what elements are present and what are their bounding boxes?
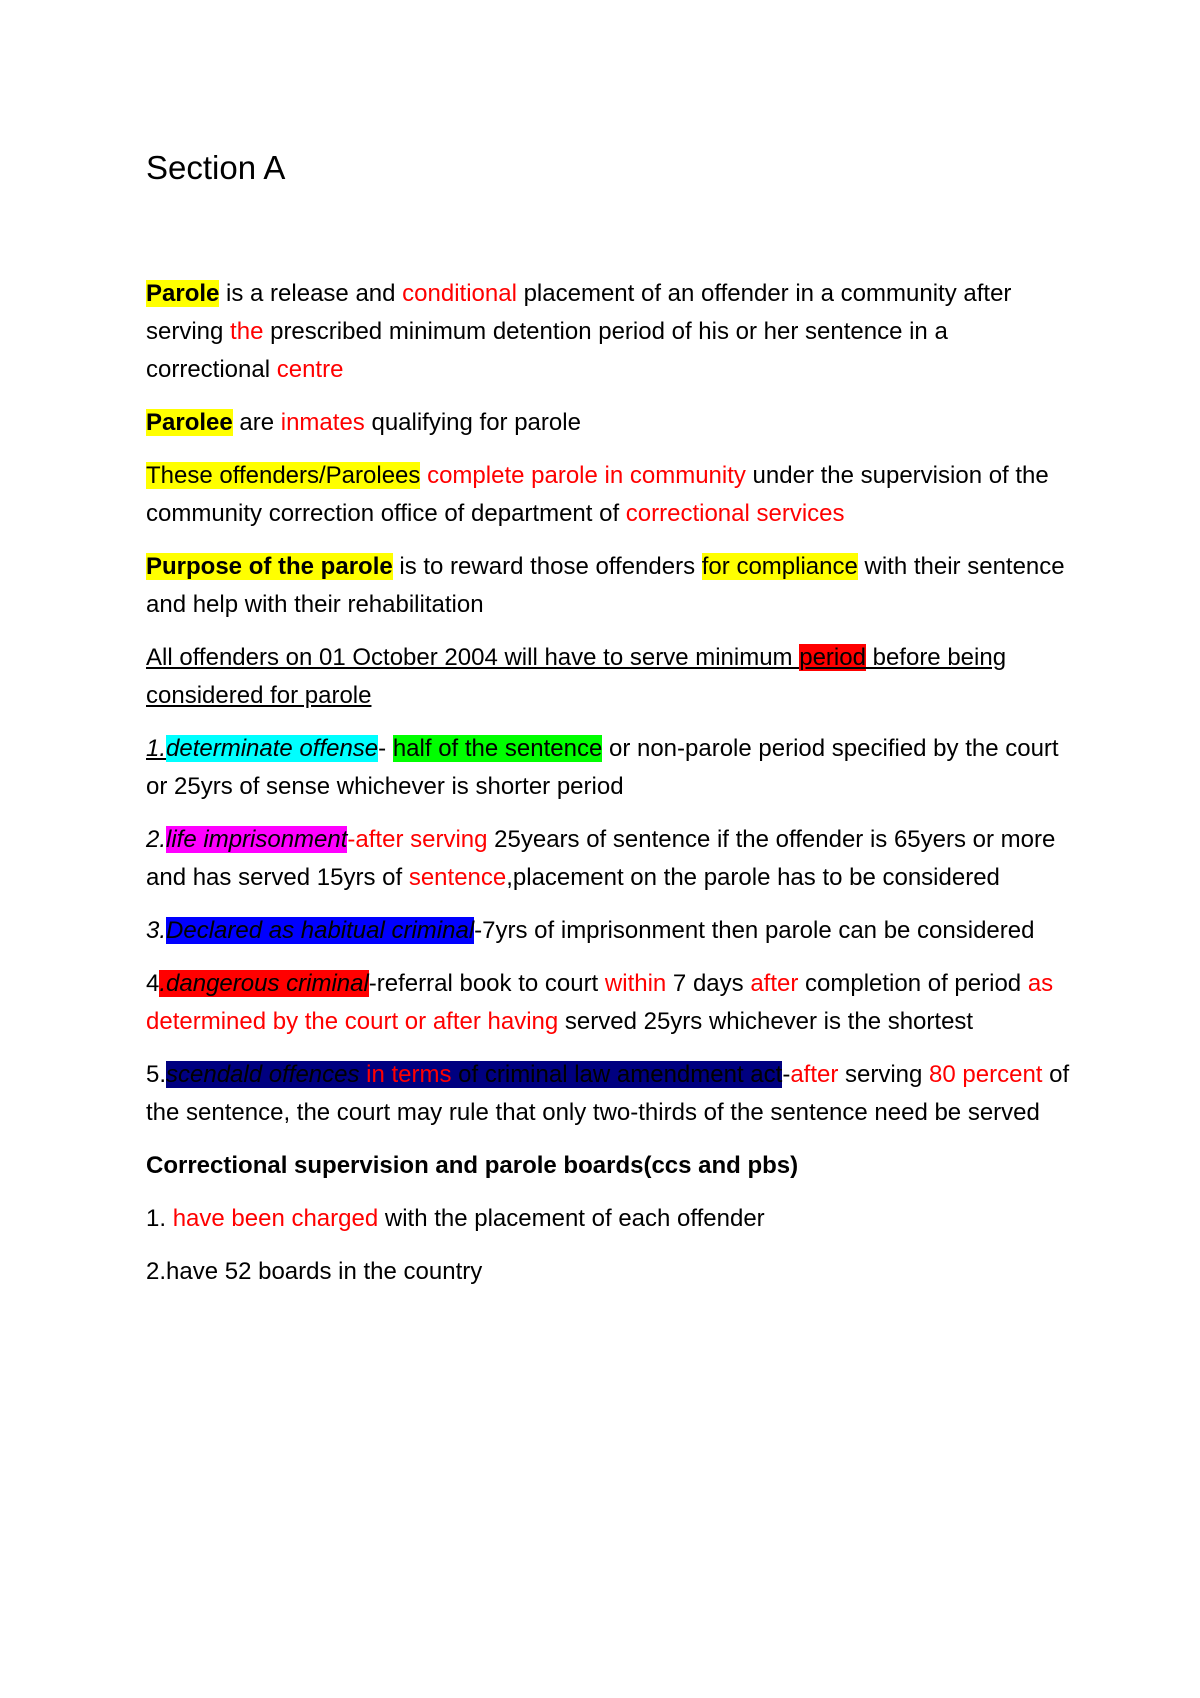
red-text: sentence — [408, 864, 507, 891]
text-span: qualifying for parole — [364, 409, 581, 436]
text-span: placement of an offender in a community after serving — [146, 280, 1012, 345]
document-body — [146, 275, 1076, 1306]
text-span: -7yrs of imprisonment then parole can be considered — [474, 917, 1035, 944]
highlight-in-terms: in terms — [366, 1061, 452, 1088]
text-span: with their sentence and help with their rehabilitation — [146, 553, 1065, 618]
red-text: correctional services — [625, 500, 845, 527]
paragraph-item-2 — [146, 821, 1076, 897]
text-span: - — [782, 1061, 791, 1088]
highlight-habitual-criminal: Declared as habitual criminal — [166, 917, 475, 944]
list-number: 4 — [146, 970, 160, 997]
highlight-period: period — [799, 644, 866, 671]
paragraph-item-3 — [146, 912, 1076, 950]
text-span: of the sentence, the court may rule that only two-thirds of the sentence need be served — [146, 1061, 1070, 1126]
text-span: before being considered for parole — [146, 644, 1007, 709]
subheading-boards: Correctional supervision and parole boards(ccs and pbs) — [146, 1152, 799, 1179]
text-span: serving — [838, 1061, 930, 1088]
highlight-amendment-act: of criminal law amendment act — [451, 1061, 783, 1088]
paragraph-boards-2: 2.have 52 boards in the country — [146, 1258, 483, 1285]
list-number: 5. — [146, 1061, 167, 1088]
red-text: conditional — [402, 280, 517, 307]
red-text: centre — [276, 356, 344, 383]
highlight-life-imprisonment: life imprisonment — [166, 826, 348, 853]
text-span: - — [378, 735, 393, 762]
text-span: 7 days — [666, 970, 751, 997]
text-span: with the placement of each offender — [378, 1205, 765, 1232]
highlight-determinate-offense: determinate offense — [166, 735, 379, 762]
text-span: -referral book to court — [368, 970, 605, 997]
paragraph-purpose — [146, 548, 1076, 624]
red-text: after — [790, 1061, 839, 1088]
red-text: inmates — [280, 409, 365, 436]
paragraph-parole-definition — [146, 275, 1076, 389]
red-text: as determined by the court or after having — [146, 970, 1054, 1035]
text-span: served 25yrs whichever is the shortest — [558, 1008, 974, 1035]
paragraph-all-offenders — [146, 639, 1076, 715]
section-heading: Section A — [146, 149, 286, 186]
list-number: 2. — [146, 826, 167, 853]
text-span: 1. — [146, 1205, 173, 1232]
text-span: ,placement on the parole has to be considered — [506, 864, 1000, 891]
highlight-scendald-offences: scendald offences — [166, 1061, 367, 1088]
list-number: 3. — [146, 917, 167, 944]
text-span: under the supervision of the community correction office of department of — [146, 462, 1049, 527]
term-parole: Parole — [146, 280, 220, 307]
text-span: prescribed minimum detention period of his or her sentence in a correctional — [146, 318, 948, 383]
red-text: 80 percent — [929, 1061, 1043, 1088]
text-span: All offenders on 01 October 2004 will have to serve minimum — [146, 644, 800, 671]
text-span: is a release and — [219, 280, 403, 307]
text-span: are — [232, 409, 281, 436]
red-text: within — [604, 970, 667, 997]
text-span: is to reward those offenders — [392, 553, 702, 580]
paragraph-boards-1 — [146, 1200, 1076, 1238]
highlight-compliance: for compliance — [701, 553, 858, 580]
paragraph-offenders — [146, 457, 1076, 533]
highlight-dangerous-criminal: .dangerous criminal — [159, 970, 369, 997]
text-span: or non-parole period specified by the court or 25yrs of sense whichever is shorter period — [146, 735, 1059, 800]
red-text: -after serving — [347, 826, 488, 853]
highlight-offenders: These offenders/Parolees — [146, 462, 421, 489]
red-text: after — [750, 970, 799, 997]
term-purpose: Purpose of the parole — [146, 553, 393, 580]
paragraph-parolee — [146, 404, 1076, 442]
text-span: 25years of sentence if the offender is 65yers or more and has served 15yrs of — [146, 826, 1056, 891]
red-text: complete parole in community — [427, 462, 746, 489]
highlight-half-sentence: half of the sentence — [392, 735, 603, 762]
list-number: 1. — [146, 735, 167, 762]
paragraph-item-4 — [146, 965, 1076, 1041]
red-text: have been charged — [172, 1205, 379, 1232]
red-text: the — [230, 318, 264, 345]
paragraph-item-5 — [146, 1056, 1076, 1132]
term-parolee: Parolee — [146, 409, 233, 436]
text-span: completion of period — [798, 970, 1028, 997]
paragraph-item-1 — [146, 730, 1076, 806]
